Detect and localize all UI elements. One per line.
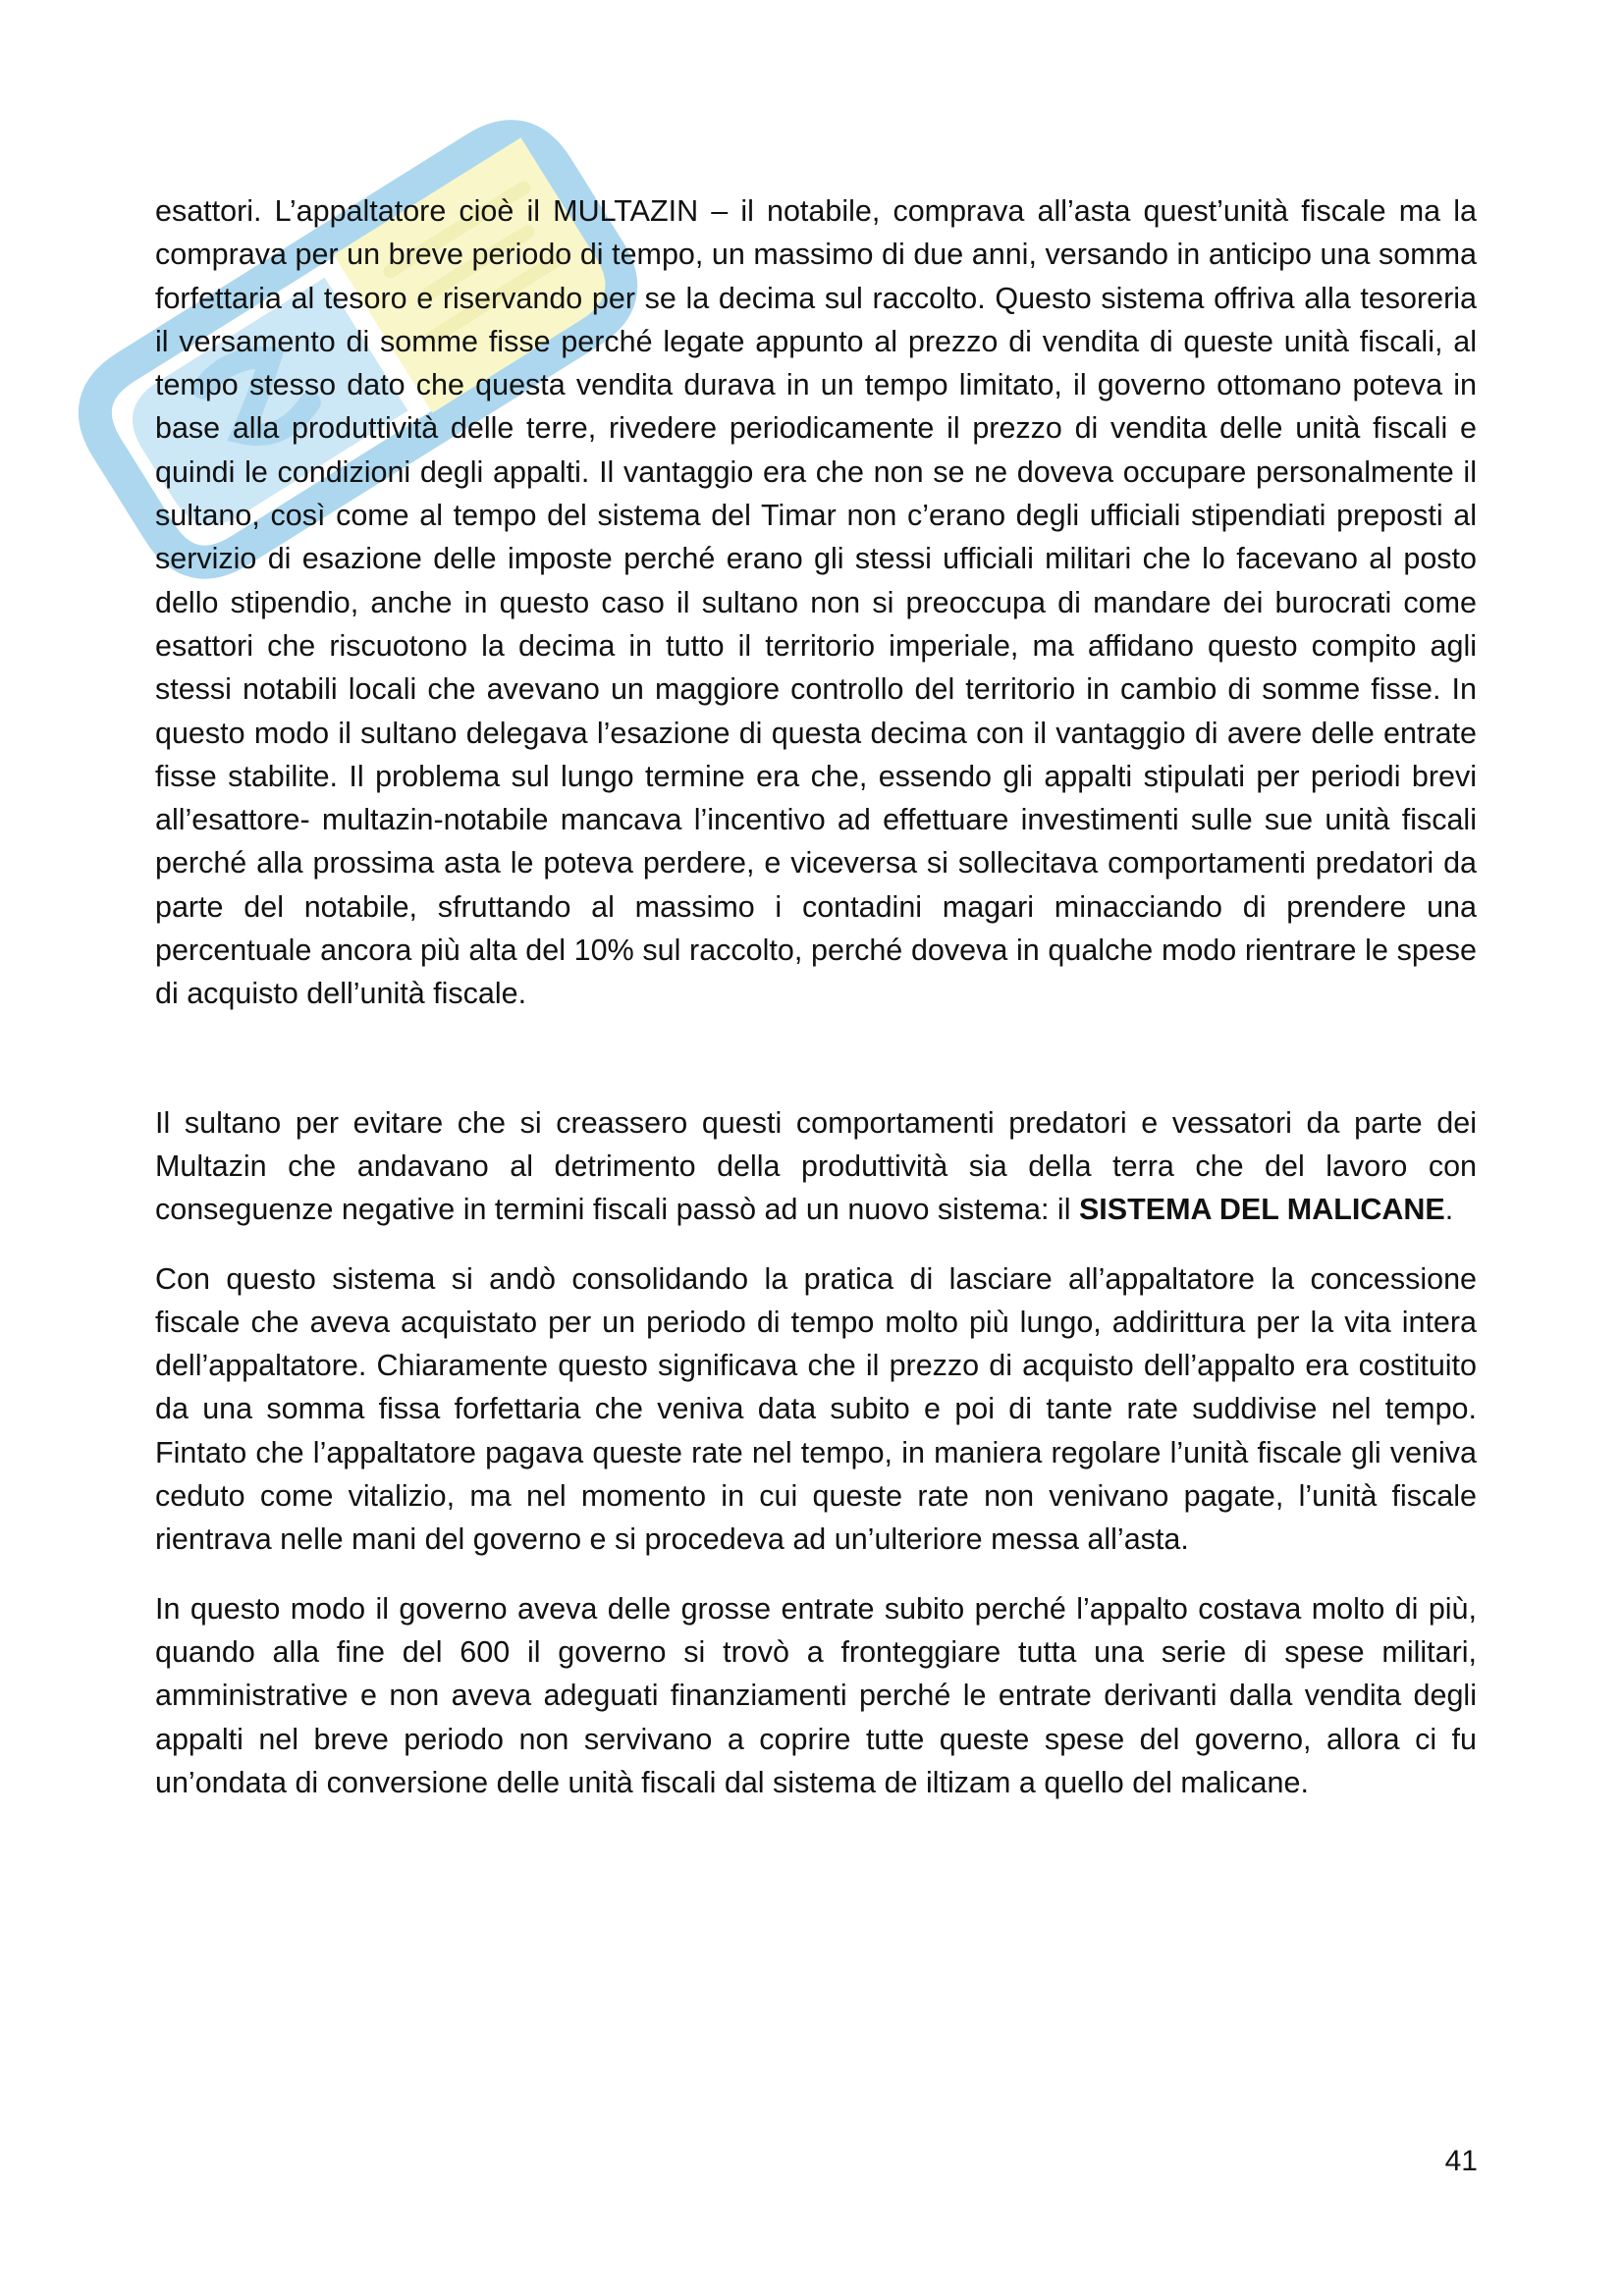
sistema-malicane-term: SISTEMA DEL MALICANE — [1078, 1193, 1445, 1227]
paragraph-1: esattori. L’appaltatore cioè il MULTAZIN – il notabile, comprava all’asta quest’unità fiscale ma la comprava per un breve periodo di tempo, un massimo di due anni, versando in anticipo una somma forfettaria al tesoro e riservando per se la decima sul raccolto. Questo sistema offriva alla tesoreria il versamento di somme fisse perché legate appunto al prezzo di vendita di queste unità fiscali, al tempo stesso dato che questa vendita durava in un tempo limitato, il governo ottomano poteva in base alla produttività delle terre, rivedere periodicamente il prezzo di vendita delle unità fiscali e quindi le condizioni degli appalti. Il vantaggio era che non se ne doveva occupare personalmente il sultano, così come al tempo del sistema del Timar non c’erano degli ufficiali stipendiati preposti al servizio di esazione delle imposte perché erano gli stessi ufficiali militari che lo facevano al posto dello stipendio, anche in questo caso il sultano non si preoccupa di mandare dei burocrati come esattori che riscuotono la decima in tutto il territorio imperiale, ma affidano questo compito agli stessi notabili locali che avevano un maggiore controllo del territorio in cambio di somme fisse. In questo modo il sultano delegava l’esazione di questa decima con il vantaggio di avere delle entrate fisse stabilite. Il problema sul lungo termine era che, essendo gli appalti stipulati per periodi brevi all’esattore- multazin-notabile mancava l’incentivo ad effettuare investimenti sulle sue unità fiscali perché alla prossima asta le poteva perdere, e viceversa si sollecitava comportamenti predatori da parte del notabile, sfruttando al massimo i contadini magari minacciando di prendere una percentuale ancora più alta del 10% sul raccolto, perché doveva in qualche modo rientrare le spese di acquisto dell’unità fiscale. — [155, 194, 1477, 1011]
paragraph-2 — [155, 1101, 1477, 1232]
paragraph-2-end: . — [1444, 1193, 1454, 1227]
main-text — [155, 189, 1477, 1804]
page-number: 41 — [1444, 2145, 1478, 2177]
paragraph-4: In questo modo il governo aveva delle grosse entrate subito perché l’appalto costava molto di più, quando alla fine del 600 il governo si trovò a fronteggiare tutta una serie di spese militari, amministrative e non aveva adeguati finanziamenti perché le entrate derivanti dalla vendita degli appalti nel breve periodo non servivano a coprire tutte queste spese del governo, allora ci fu un’ondata di conversione delle unità fiscali dal sistema de iltizam a quello del malicane. — [155, 1591, 1477, 1799]
paragraph-3: Con questo sistema si andò consolidando la pratica di lasciare all’appaltatore la concessione fiscale che aveva acquistato per un periodo di tempo molto più lungo, addirittura per la vita intera dell’appaltatore. Chiaramente questo significava che il prezzo di acquisto dell’appalto era costituito da una somma fissa forfettaria che veniva data subito e poi di tante rate suddivise nel tempo. Fintato che l’appaltatore pagava queste rate nel tempo, in maniera regolare l’unità fiscale gli veniva ceduto come vitalizio, ma nel momento in cui queste rate non venivano pagate, l’unità fiscale rientrava nelle mani del governo e si procedeva ad un’ulteriore messa all’asta. — [155, 1261, 1477, 1557]
paragraph-2-text: Il sultano per evitare che si creassero questi comportamenti predatori e vessatori da parte dei Multazin che andavano al detrimento della produttività sia della terra che del lavoro con conseguenze negative in termini fiscali passò ad un nuovo sistema: il — [155, 1105, 1477, 1227]
